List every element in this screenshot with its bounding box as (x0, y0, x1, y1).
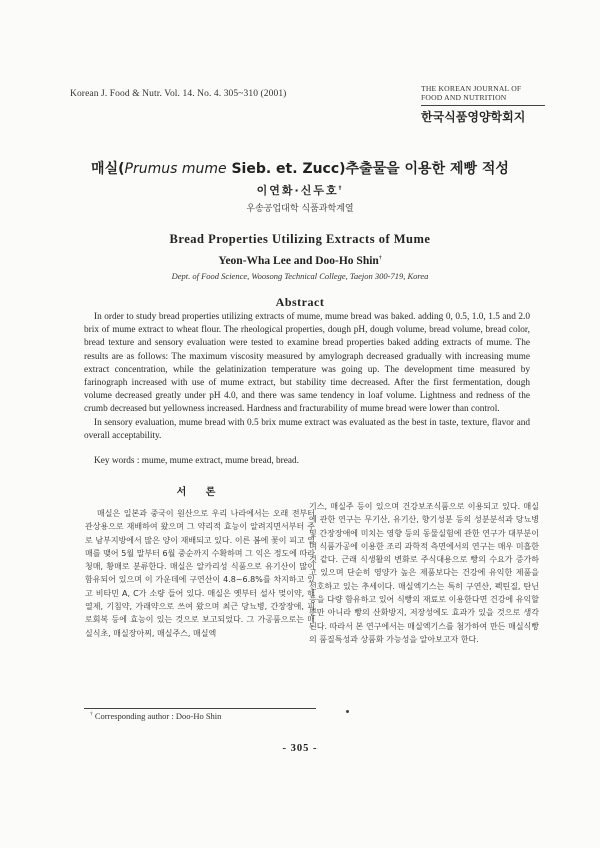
authors-ko: 이연화·신두호† (256, 184, 344, 197)
keywords: Key words : mume, mume extract, mume bread, bread. (94, 456, 299, 466)
abstract-paragraph-1: In order to study bread properties utilizing extracts of mume, mume bread was baked. adding 0, 0.5, 1.0, 1.5 and 2.0 brix of mume extract to wheat flour. The rheological properties, dough pH, dough volume, bread volume, bread color, bread texture and sensory evaluation were tested to examine bread properties baked adding extracts of mume. The results are as follows: The maximum viscosity measured by amylograph decreased gradually with increasing mume extract concentration, while the gelatinization temperature was going up. The development time measured by farinograph increased with use of mume extract, but stability time decreased. After the first fermentation, dough volume decreased greatly under pH 4.0, and there was same tendency in loaf volume. Lightness and redness of the crumb decreased but yellowness increased. Hardness and fracturability of mume bread were lower than control. (84, 312, 530, 415)
footnote-mark: † (90, 711, 93, 718)
abstract-paragraph-2: In sensory evaluation, mume bread with 0.5 brix mume extract was evaluated as the best in taste, texture, flavor and overall acceptability. (84, 417, 530, 441)
affiliation-en: Dept. of Food Science, Woosong Technical College, Taejon 300-719, Korea (171, 271, 429, 281)
abstract-body (84, 311, 530, 443)
intro-paragraph-right: 기스, 매실주 등이 있으며 건강보조식품으로 이용되고 있다. 매실에 관한 연구는 무기산, 유기산, 향기성분 등의 성분분석과 당뇨병 및 간장장애에 미치는 영향 등의 동물실험에 관한 연구가 대부분이며 식품가공에 이용한 조리 과학적 측면에서의 연구는 매우 미흡한 것 같다. 근래 식생활의 변화로 주식대용으로 빵의 수요가 증가하고 있으며 단순히 영양가 높은 제품보다는 건강에 유익한 제품을 선호하고 있는 추세이다. 매실엑기스는 특히 구연산, 펙틴질, 탄닌 등을 다량 함유하고 있어 식빵의 재료로 이용한다면 건강에 유익할 뿐만 아니라 빵의 산화방지, 저장성에도 효과가 있을 것으로 생각된다. 따라서 본 연구에서는 매실엑기스를 첨가하여 만든 매실식빵의 품질특성과 상품화 가능성을 알아보고자 한다. (309, 502, 539, 644)
authors-en: Yeon-Wha Lee and Doo-Ho Shin† (218, 255, 382, 267)
journal-masthead (421, 84, 545, 125)
intro-paragraph-left: 매실은 일본과 중국이 원산으로 우리 나라에서는 오래 전부터 관상용으로 재배하여 왔으며 그 약리적 효능이 알려지면서부터 주로 남부지방에서 많은 양이 재배되고 있다. 이른 봄에 꽃이 피고 열매를 맺어 5월 말부터 6월 중순까지 수확하며 그 익은 정도에 따라 청매, 황매로 분류한다. 매실은 알카리성 식품으로 유기산이 많이 함유되어 있으며 이 가운데에 구연산이 4.8~6.8%를 차지하고 있고 비타민 A, C가 소량 들어 있다. 매실은 옛부터 설사 멎이약, 해열제, 기침약, 가래약으로 쓰여 왔으며 최근 당뇨병, 간장장애, 피로회복 등에 효능이 있는 것으로 보고되었다. 그 가공품으로는 매실식초, 매실장아찌, 매실주스, 매실엑 (85, 509, 315, 638)
footnote-divider (84, 708, 316, 709)
stray-dot (346, 710, 349, 713)
species-name: Prumus mume (124, 161, 227, 177)
footnote: † Corresponding author : Doo-Ho Shin (90, 711, 222, 721)
journal-name-en-line2: FOOD AND NUTRITION (421, 93, 507, 102)
journal-citation: Korean J. Food & Nutr. Vol. 14. No. 4. 305~310 (2001) (70, 89, 287, 99)
journal-divider (421, 105, 545, 106)
intro-column-left (85, 507, 315, 640)
abstract-heading: Abstract (275, 295, 325, 309)
journal-name-en-line1: THE KOREAN JOURNAL OF (421, 84, 522, 93)
journal-name-ko: 한국식품영양학회지 (421, 110, 526, 124)
intro-column-right (309, 500, 539, 646)
page-number: - 305 - (282, 743, 318, 754)
corresponding-mark-en: † (378, 255, 382, 262)
title-en: Bread Properties Utilizing Extracts of Mume (169, 232, 431, 246)
section-heading-introduction: 서 론 (176, 487, 224, 498)
title-ko: 매실(Prumus mume Sieb. et. Zucc)추출물을 이용한 제빵 적성 (91, 161, 509, 177)
corresponding-mark: † (338, 185, 344, 192)
affiliation-ko: 우송공업대학 식품과학계열 (246, 204, 354, 214)
